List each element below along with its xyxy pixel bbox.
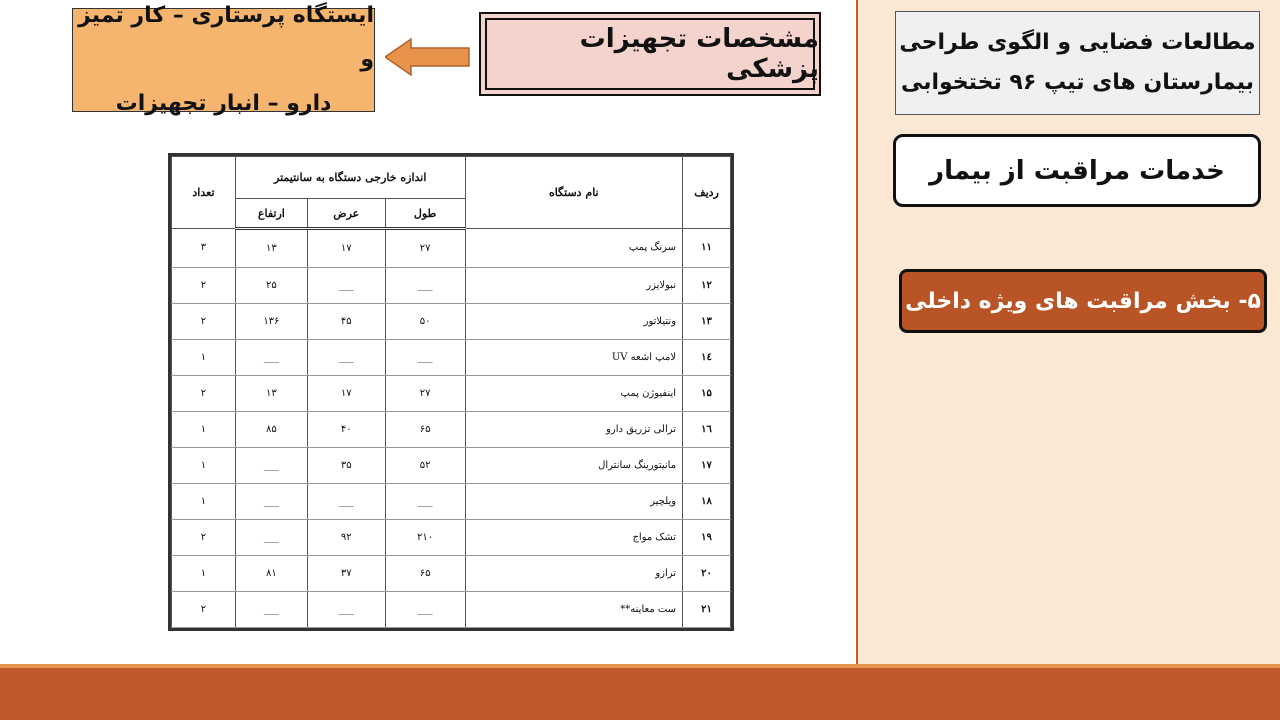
table-row bbox=[172, 555, 731, 591]
count-cell: ۱ bbox=[172, 411, 236, 447]
length-cell: ۶۵ bbox=[385, 411, 465, 447]
width-cell: ___ bbox=[307, 483, 385, 519]
device-name-cell: ست معاینه** bbox=[465, 591, 683, 627]
footer-bar bbox=[0, 668, 1280, 720]
row-number-cell: ۱۷ bbox=[683, 447, 731, 483]
table-row bbox=[172, 339, 731, 375]
station-title-box bbox=[72, 3, 375, 116]
count-cell: ۱ bbox=[172, 447, 236, 483]
count-cell: ۲ bbox=[172, 375, 236, 411]
row-number-cell: ۱۹ bbox=[683, 519, 731, 555]
length-cell: ___ bbox=[385, 339, 465, 375]
device-name-cell: نبولایزر bbox=[465, 267, 683, 303]
header-dimensions: اندازه خارجی دستگاه به سانتیمتر bbox=[235, 157, 465, 199]
device-name-cell: سرنگ پمپ bbox=[465, 229, 683, 268]
device-name-cell: تشک مواج bbox=[465, 519, 683, 555]
device-name-cell: ونتیلاتور bbox=[465, 303, 683, 339]
study-title-line-2: بیمارستان های تیپ ۹۶ تختخوابی bbox=[900, 70, 1255, 95]
table-row bbox=[172, 229, 731, 268]
height-cell: ۸۱ bbox=[235, 555, 307, 591]
table-row bbox=[172, 411, 731, 447]
height-cell: ۸۵ bbox=[235, 411, 307, 447]
table-row bbox=[172, 303, 731, 339]
width-cell: ۳۷ bbox=[307, 555, 385, 591]
length-cell: ___ bbox=[385, 267, 465, 303]
count-cell: ۱ bbox=[172, 483, 236, 519]
count-cell: ۲ bbox=[172, 267, 236, 303]
equipment-table-container bbox=[168, 153, 734, 631]
height-cell: ۱۳ bbox=[235, 375, 307, 411]
width-cell: ۴۰ bbox=[307, 411, 385, 447]
equipment-table bbox=[171, 156, 731, 628]
arrow-left-icon bbox=[385, 36, 471, 78]
height-cell: ___ bbox=[235, 447, 307, 483]
device-name-cell: لامپ اشعه UV bbox=[465, 339, 683, 375]
width-cell: ___ bbox=[307, 591, 385, 627]
study-title-box bbox=[895, 11, 1260, 115]
count-cell: ۲ bbox=[172, 591, 236, 627]
header-row-no: ردیف bbox=[683, 157, 731, 229]
table-row bbox=[172, 375, 731, 411]
row-number-cell: ۱۳ bbox=[683, 303, 731, 339]
length-cell: ۵۰ bbox=[385, 303, 465, 339]
subsection-title: ۵- بخش مراقبت های ویژه داخلی bbox=[905, 288, 1261, 314]
section-title-box bbox=[893, 134, 1261, 207]
table-row bbox=[172, 483, 731, 519]
device-name-cell: ویلچیر bbox=[465, 483, 683, 519]
header-length: طول bbox=[385, 199, 465, 229]
length-cell: ۶۵ bbox=[385, 555, 465, 591]
row-number-cell: ١٦ bbox=[683, 411, 731, 447]
section-title: خدمات مراقبت از بیمار bbox=[929, 155, 1225, 186]
table-row bbox=[172, 591, 731, 627]
count-cell: ۲ bbox=[172, 519, 236, 555]
study-title-line-1: مطالعات فضایی و الگوی طراحی bbox=[899, 30, 1256, 55]
length-cell: ۲۱۰ bbox=[385, 519, 465, 555]
table-row bbox=[172, 447, 731, 483]
row-number-cell: ۱۲ bbox=[683, 267, 731, 303]
row-number-cell: ۲۰ bbox=[683, 555, 731, 591]
count-cell: ۱ bbox=[172, 339, 236, 375]
height-cell: ۱۳۶ bbox=[235, 303, 307, 339]
length-cell: ___ bbox=[385, 591, 465, 627]
length-cell: ۲۷ bbox=[385, 229, 465, 268]
height-cell: ___ bbox=[235, 483, 307, 519]
length-cell: ۲۷ bbox=[385, 375, 465, 411]
row-number-cell: ۱۱ bbox=[683, 229, 731, 268]
header-width: عرض bbox=[307, 199, 385, 229]
row-number-cell: ١٤ bbox=[683, 339, 731, 375]
width-cell: ۳۵ bbox=[307, 447, 385, 483]
height-cell: ___ bbox=[235, 519, 307, 555]
row-number-cell: ۱۸ bbox=[683, 483, 731, 519]
width-cell: ۹۲ bbox=[307, 519, 385, 555]
width-cell: ___ bbox=[307, 267, 385, 303]
device-name-cell: ترالی تزریق دارو bbox=[465, 411, 683, 447]
height-cell: ___ bbox=[235, 339, 307, 375]
station-title-line-1: ایستگاه پرستاری – کار تمیز و bbox=[78, 3, 374, 72]
width-cell: ۴۵ bbox=[307, 303, 385, 339]
row-number-cell: ۲۱ bbox=[683, 591, 731, 627]
width-cell: ۱۷ bbox=[307, 229, 385, 268]
count-cell: ۲ bbox=[172, 303, 236, 339]
count-cell: ۳ bbox=[172, 229, 236, 268]
height-cell: ۱۳ bbox=[235, 229, 307, 268]
specs-title: مشخصات تجهیزات پزشکی bbox=[579, 24, 819, 84]
device-name-cell: اینفیوژن پمپ bbox=[465, 375, 683, 411]
subsection-title-box bbox=[899, 269, 1267, 333]
header-height: ارتفاع bbox=[235, 199, 307, 229]
header-device-name: نام دستگاه bbox=[465, 157, 683, 229]
count-cell: ۱ bbox=[172, 555, 236, 591]
height-cell: ۲۵ bbox=[235, 267, 307, 303]
header-count: تعداد bbox=[172, 157, 236, 229]
width-cell: ۱۷ bbox=[307, 375, 385, 411]
device-name-cell: مانیتورینگ سانترال bbox=[465, 447, 683, 483]
specs-title-box bbox=[479, 12, 821, 96]
width-cell: ___ bbox=[307, 339, 385, 375]
table-row bbox=[172, 267, 731, 303]
length-cell: ۵۲ bbox=[385, 447, 465, 483]
equipment-table-body bbox=[172, 229, 731, 628]
station-title-line-2: دارو – انبار تجهیزات bbox=[115, 91, 332, 116]
table-row bbox=[172, 519, 731, 555]
row-number-cell: ۱۵ bbox=[683, 375, 731, 411]
device-name-cell: ترازو bbox=[465, 555, 683, 591]
height-cell: ___ bbox=[235, 591, 307, 627]
length-cell: ___ bbox=[385, 483, 465, 519]
